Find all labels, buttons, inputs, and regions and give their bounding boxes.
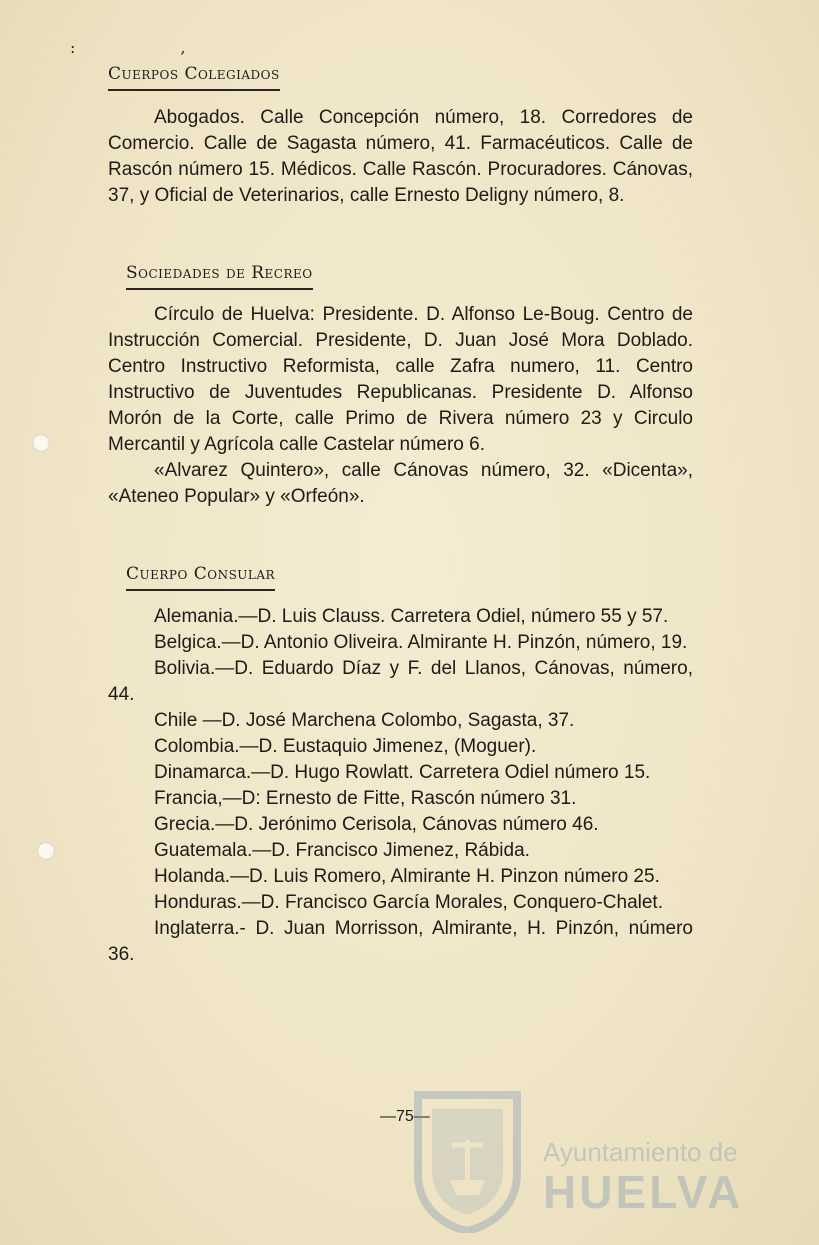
page-number: —75—: [380, 1108, 430, 1125]
consul-entry: Belgica.—D. Antonio Oliveira. Almirante H. Pinzón, número, 19.: [154, 632, 688, 653]
consul-entry: Bolivia.—D. Eduardo Díaz y F. del Llanos, Cánovas, número, 44.: [108, 658, 693, 705]
consul-entry: Honduras.—D. Francisco García Morales, Conquero-Chalet.: [154, 892, 663, 913]
consul-entry: Grecia.—D. Jerónimo Cerisola, Cánovas número 46.: [154, 814, 599, 835]
section-title-consular: Cuerpo Consular: [126, 564, 275, 591]
section-title-colegiados: Cuerpos Colegiados: [108, 64, 280, 91]
section-body-consular: [108, 604, 693, 968]
consul-entry: Holanda.—D. Luis Romero, Almirante H. Pinzon número 25.: [154, 866, 660, 887]
consul-entry: Inglaterra.- D. Juan Morrisson, Almirante, H. Pinzón, número 36.: [108, 918, 693, 965]
paragraph-colegiados: Abogados. Calle Concepción número, 18. Corredores de Comercio. Calle de Sagasta número, 41. Farmacéuticos. Calle de Rascón número 15. Médicos. Calle Rascón. Procuradores. Cánovas, 37, y Oficial de Veterinarios, calle Ernesto Deligny número, 8.: [108, 107, 693, 206]
coat-of-arms-icon: [410, 1085, 525, 1233]
consul-entry: Dinamarca.—D. Hugo Rowlatt. Carretera Odiel número 15.: [154, 762, 651, 783]
consul-entry: Alemania.—D. Luis Clauss. Carretera Odiel, número 55 y 57.: [154, 606, 669, 627]
section-title-recreo: Sociedades de Recreo: [126, 263, 313, 290]
consul-entry: Chile —D. José Marchena Colombo, Sagasta, 37.: [154, 710, 575, 731]
consul-entry: Colombia.—D. Eustaquio Jimenez, (Moguer).: [154, 736, 537, 757]
watermark-line-2: HUELVA: [543, 1166, 744, 1218]
consul-entry: Guatemala.—D. Francisco Jimenez, Rábida.: [154, 840, 530, 861]
margin-specks: : ,: [70, 38, 236, 57]
punch-hole-top: [32, 434, 50, 452]
watermark: [410, 1085, 750, 1235]
paragraph-recreo-2: «Alvarez Quintero», calle Cánovas número, 32. «Dicenta», «Ateneo Popular» y «Orfeón».: [108, 460, 693, 507]
section-body-recreo: [108, 302, 693, 510]
paragraph-recreo-1: Círculo de Huelva: Presidente. D. Alfonso Le-Boug. Centro de Instrucción Comercial. Presidente, D. Juan José Mora Doblado. Centro Instructivo Reformista, calle Zafra numero, 11. Centro Instructivo de Juventudes Republicanas. Presidente D. Alfonso Morón de la Corte, calle Primo de Rivera número 23 y Circulo Mercantil y Agrícola calle Castelar número 6.: [108, 304, 693, 455]
watermark-line-1: Ayuntamiento de: [543, 1137, 738, 1167]
consul-entry: Francia,—D: Ernesto de Fitte, Rascón número 31.: [154, 788, 577, 809]
section-body-colegiados: [108, 105, 693, 209]
punch-hole-bottom: [37, 842, 55, 860]
